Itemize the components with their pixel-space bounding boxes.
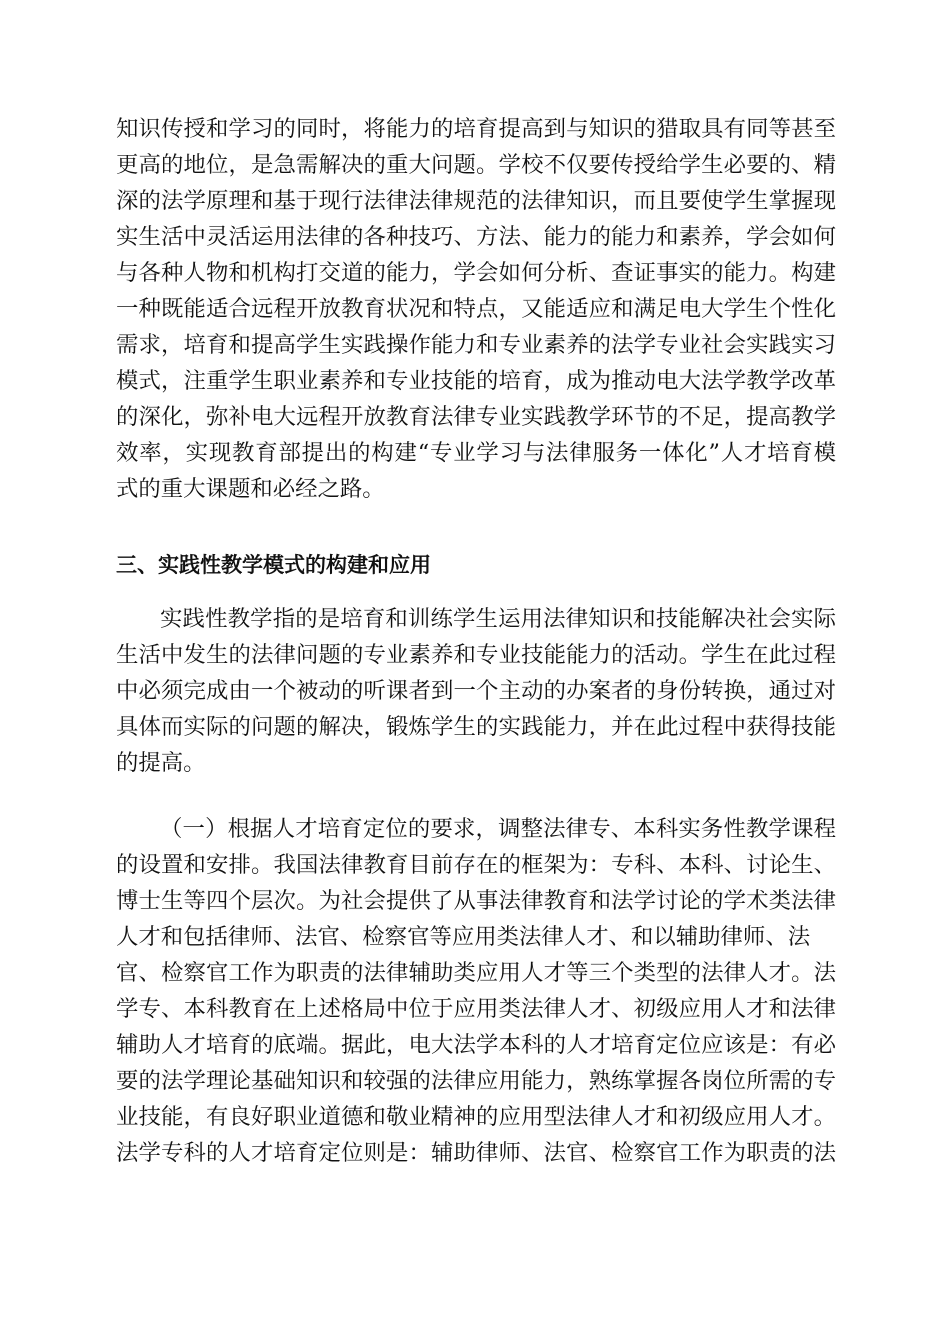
paragraph-1-line-5: 与各种人物和机构打交道的能力，学会如何分析、查证事实的能力。构建 bbox=[116, 260, 836, 286]
paragraph-3-line-1: （一）根据人才培育定位的要求，调整法律专、本科实务性教学课程 bbox=[160, 816, 836, 842]
paragraph-1-line-7: 需求，培育和提高学生实践操作能力和专业素养的法学专业社会实践实习 bbox=[116, 332, 836, 358]
paragraph-1-line-9: 的深化，弥补电大远程开放教育法律专业实践教学环节的不足，提高教学 bbox=[116, 404, 836, 430]
paragraph-3-line-5: 官、检察官工作为职责的法律辅助类应用人才等三个类型的法律人才。法 bbox=[116, 960, 836, 986]
paragraph-3-line-7: 辅助人才培育的底端。据此，电大法学本科的人才培育定位应该是：有必 bbox=[116, 1032, 836, 1058]
paragraph-2-line-3: 中必须完成由一个被动的听课者到一个主动的办案者的身份转换，通过对 bbox=[116, 678, 836, 704]
paragraph-3-line-10: 法学专科的人才培育定位则是：辅助律师、法官、检察官工作为职责的法 bbox=[116, 1140, 836, 1166]
paragraph-2-line-1: 实践性教学指的是培育和训练学生运用法律知识和技能解决社会实际 bbox=[160, 606, 836, 632]
paragraph-1-line-2: 更高的地位，是急需解决的重大问题。学校不仅要传授给学生必要的、精 bbox=[116, 152, 836, 178]
paragraph-1-line-10: 效率，实现教育部提出的构建“专业学习与法律服务一体化”人才培育模 bbox=[116, 440, 836, 466]
paragraph-1-line-8: 模式，注重学生职业素养和专业技能的培育，成为推动电大法学教学改革 bbox=[116, 368, 836, 394]
paragraph-1-line-4: 实生活中灵活运用法律的各种技巧、方法、能力的能力和素养，学会如何 bbox=[116, 224, 836, 250]
paragraph-3-line-4: 人才和包括律师、法官、检察官等应用类法律人才、和以辅助律师、法 bbox=[116, 924, 811, 950]
section-heading: 三、实践性教学模式的构建和应用 bbox=[116, 553, 431, 577]
paragraph-1-line-3: 深的法学原理和基于现行法律法律规范的法律知识，而且要使学生掌握现 bbox=[116, 188, 836, 214]
paragraph-3-line-9: 业技能，有良好职业道德和敬业精神的应用型法律人才和初级应用人才。 bbox=[116, 1104, 836, 1130]
paragraph-2-line-4: 具体而实际的问题的解决，锻炼学生的实践能力，并在此过程中获得技能 bbox=[116, 714, 836, 740]
paragraph-1-line-1: 知识传授和学习的同时，将能力的培育提高到与知识的猎取具有同等甚至 bbox=[116, 116, 836, 142]
paragraph-3-line-6: 学专、本科教育在上述格局中位于应用类法律人才、初级应用人才和法律 bbox=[116, 996, 836, 1022]
paragraph-1-line-6: 一种既能适合远程开放教育状况和特点，又能适应和满足电大学生个性化 bbox=[116, 296, 836, 322]
paragraph-3-line-8: 要的法学理论基础知识和较强的法律应用能力，熟练掌握各岗位所需的专 bbox=[116, 1068, 836, 1094]
paragraph-1-line-11: 式的重大课题和必经之路。 bbox=[116, 476, 385, 502]
paragraph-3-line-3: 博士生等四个层次。为社会提供了从事法律教育和法学讨论的学术类法律 bbox=[116, 888, 836, 914]
paragraph-2-line-5: 的提高。 bbox=[116, 750, 206, 776]
paragraph-2-line-2: 生活中发生的法律问题的专业素养和专业技能能力的活动。学生在此过程 bbox=[116, 642, 836, 668]
paragraph-3-line-2: 的设置和安排。我国法律教育目前存在的框架为：专科、本科、讨论生、 bbox=[116, 852, 836, 878]
